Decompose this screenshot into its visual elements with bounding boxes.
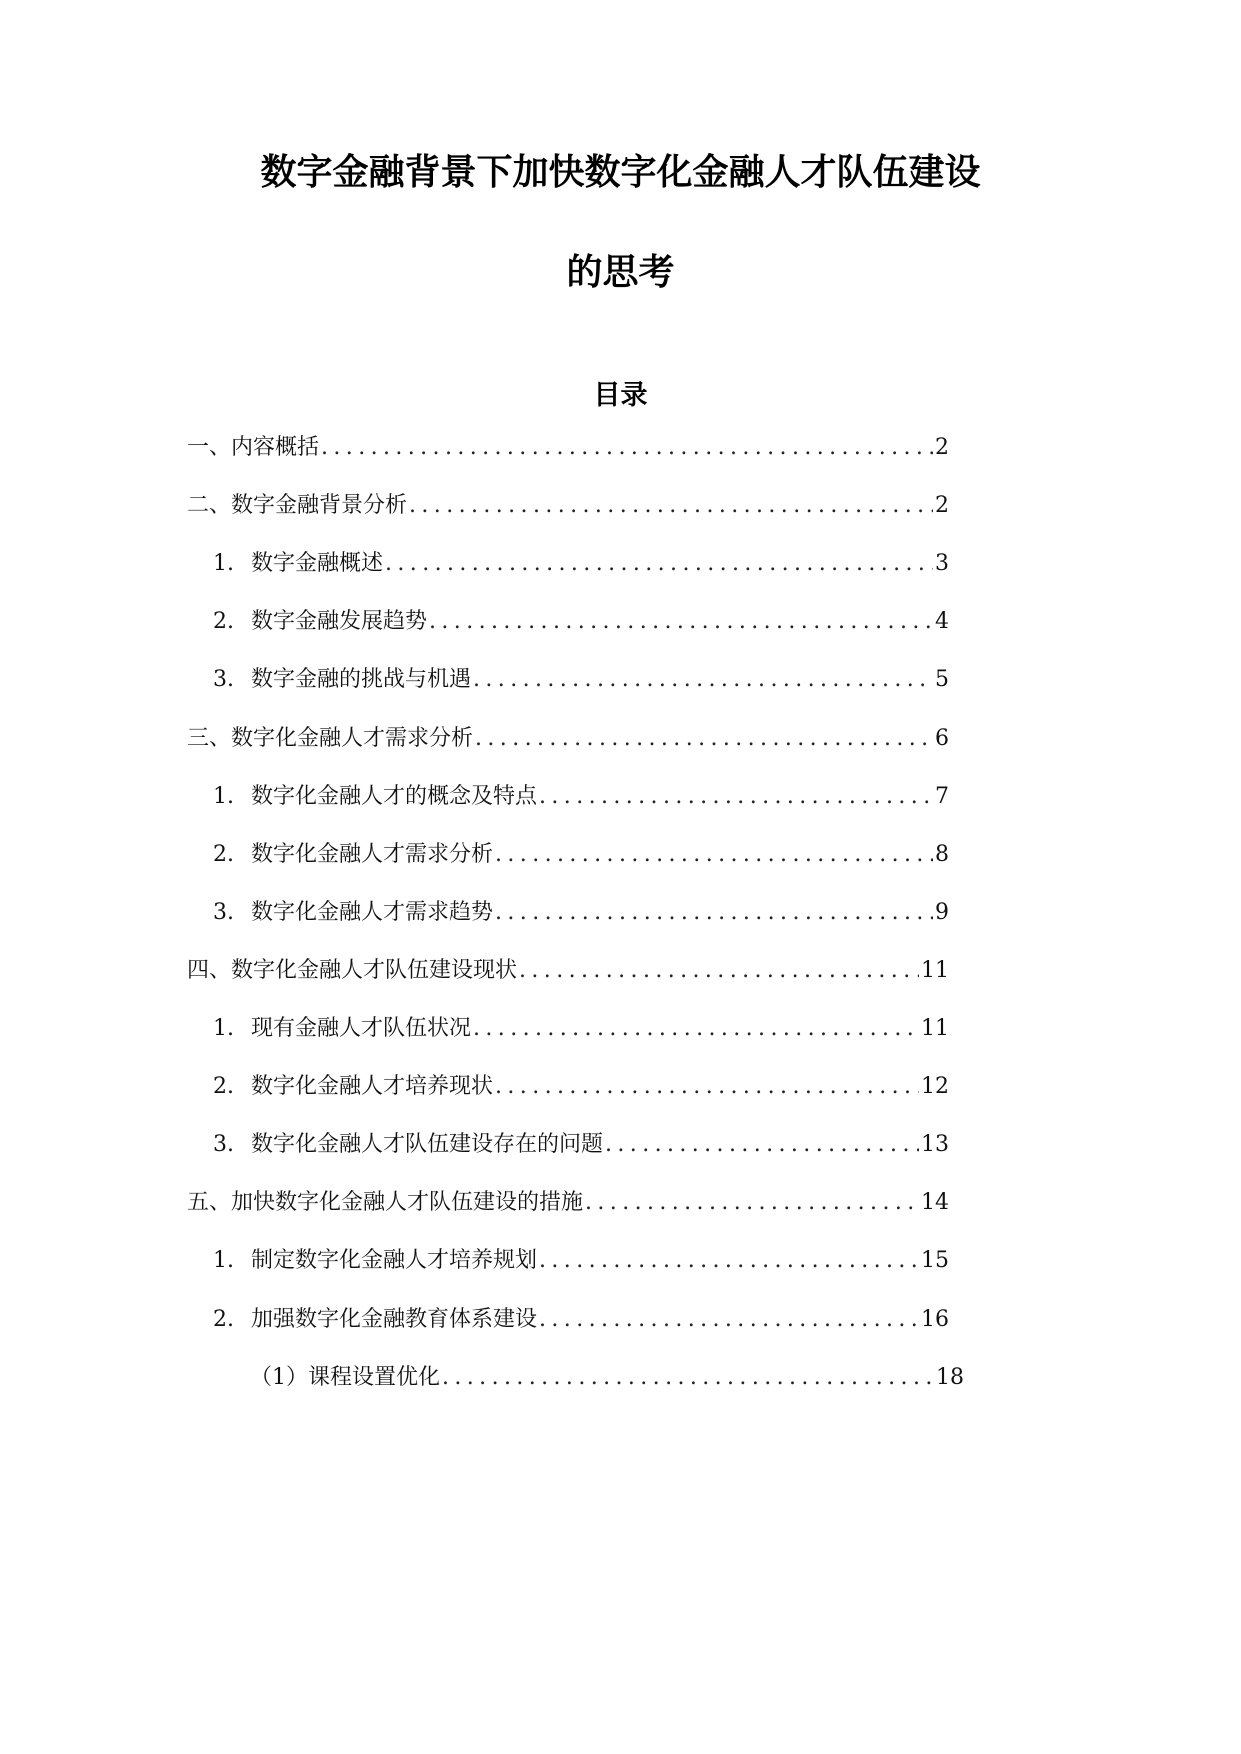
toc-entry-label: 数字化金融人才需求分析 <box>251 842 494 867</box>
toc-entry-page-number: 2 <box>935 493 949 518</box>
toc-entry-page-number: 16 <box>921 1307 949 1332</box>
toc-entry[interactable] <box>213 605 949 639</box>
toc-dot-leader <box>429 605 933 639</box>
toc-entry-number: 2. <box>213 1307 234 1332</box>
toc-entry-page-number: 7 <box>935 784 949 809</box>
toc-entry[interactable] <box>213 1303 949 1337</box>
toc-entry-label: 数字化金融人才培养现状 <box>251 1074 494 1099</box>
toc-heading: 目录 <box>593 380 648 411</box>
toc-entry[interactable] <box>213 1012 949 1046</box>
toc-entry[interactable] <box>213 663 949 697</box>
toc-dot-leader <box>473 663 933 697</box>
toc-entry-label: 五、加快数字化金融人才队伍建设的措施 <box>187 1190 584 1215</box>
toc-entry-page-number: 13 <box>921 1132 949 1157</box>
toc-entry[interactable] <box>213 1070 949 1104</box>
toc-entry-label: 数字金融的挑战与机遇 <box>251 667 472 692</box>
toc-dot-leader <box>495 896 933 930</box>
toc-entry-label: 现有金融人才队伍状况 <box>251 1016 472 1041</box>
toc-dot-leader <box>539 1244 919 1278</box>
toc-entry[interactable] <box>250 1361 964 1395</box>
toc-entry-number: 2. <box>213 842 234 867</box>
toc-entry-number: 3. <box>213 900 234 925</box>
toc-entry-number: 2. <box>213 609 234 634</box>
toc-entry-label: 数字金融概述 <box>251 551 384 576</box>
toc-entry-number: 2. <box>213 1074 234 1099</box>
toc-entry-label: 数字化金融人才需求趋势 <box>251 900 494 925</box>
toc-dot-leader <box>539 780 933 814</box>
document-title-line-2: 的思考 <box>566 252 675 293</box>
document-title-line-1: 数字金融背景下加快数字化金融人才队伍建设 <box>260 152 981 193</box>
toc-entry[interactable] <box>187 1186 949 1220</box>
toc-entry[interactable] <box>187 954 949 988</box>
toc-entry-page-number: 14 <box>921 1190 949 1215</box>
toc-dot-leader <box>475 722 933 756</box>
toc-entry[interactable] <box>213 547 949 581</box>
toc-entry-page-number: 11 <box>921 1016 949 1041</box>
toc-entry-page-number: 3 <box>935 551 949 576</box>
toc-dot-leader <box>385 547 933 581</box>
toc-entry[interactable] <box>187 722 949 756</box>
toc-dot-leader <box>495 1070 919 1104</box>
toc-entry[interactable] <box>187 431 949 465</box>
toc-entry[interactable] <box>187 489 949 523</box>
toc-entry-number: 3. <box>213 1132 234 1157</box>
toc-entry[interactable] <box>213 896 949 930</box>
toc-entry-page-number: 18 <box>936 1365 964 1390</box>
toc-entry[interactable] <box>213 1244 949 1278</box>
toc-entry-label: 三、数字化金融人才需求分析 <box>187 726 474 751</box>
toc-dot-leader <box>495 838 933 872</box>
toc-entry-label: 数字化金融人才队伍建设存在的问题 <box>251 1132 604 1157</box>
toc-entry-label: 二、数字金融背景分析 <box>187 493 408 518</box>
toc-entry-label: 四、数字化金融人才队伍建设现状 <box>187 958 518 983</box>
toc-entry-page-number: 9 <box>935 900 949 925</box>
toc-dot-leader <box>605 1128 919 1162</box>
toc-entry-label: 制定数字化金融人才培养规划 <box>251 1248 538 1273</box>
toc-entry-page-number: 11 <box>921 958 949 983</box>
toc-dot-leader <box>321 431 933 465</box>
toc-entry[interactable] <box>213 838 949 872</box>
toc-entry-number: 1. <box>213 1016 234 1041</box>
toc-entry-page-number: 15 <box>921 1248 949 1273</box>
toc-entry[interactable] <box>213 1128 949 1162</box>
toc-entry-label: 一、内容概括 <box>187 435 320 460</box>
toc-entry-page-number: 8 <box>935 842 949 867</box>
toc-entry-label: 加强数字化金融教育体系建设 <box>251 1307 538 1332</box>
toc-dot-leader <box>519 954 919 988</box>
toc-dot-leader <box>585 1186 919 1220</box>
toc-entry[interactable] <box>213 780 949 814</box>
toc-dot-leader <box>409 489 933 523</box>
toc-entry-number: 1. <box>213 1248 234 1273</box>
toc-entry-label: 数字金融发展趋势 <box>251 609 428 634</box>
toc-dot-leader <box>473 1012 919 1046</box>
toc-entry-page-number: 6 <box>935 726 949 751</box>
toc-dot-leader <box>442 1361 934 1395</box>
toc-entry-number: 3. <box>213 667 234 692</box>
toc-entry-label: 数字化金融人才的概念及特点 <box>251 784 538 809</box>
toc-entry-number: 1. <box>213 551 234 576</box>
toc-dot-leader <box>539 1303 919 1337</box>
toc-entry-page-number: 4 <box>935 609 949 634</box>
toc-entry-label: （1）课程设置优化 <box>250 1365 440 1390</box>
toc-entry-page-number: 5 <box>935 667 949 692</box>
toc-entry-page-number: 2 <box>935 435 949 460</box>
toc-entry-number: 1. <box>213 784 234 809</box>
toc-entry-page-number: 12 <box>921 1074 949 1099</box>
